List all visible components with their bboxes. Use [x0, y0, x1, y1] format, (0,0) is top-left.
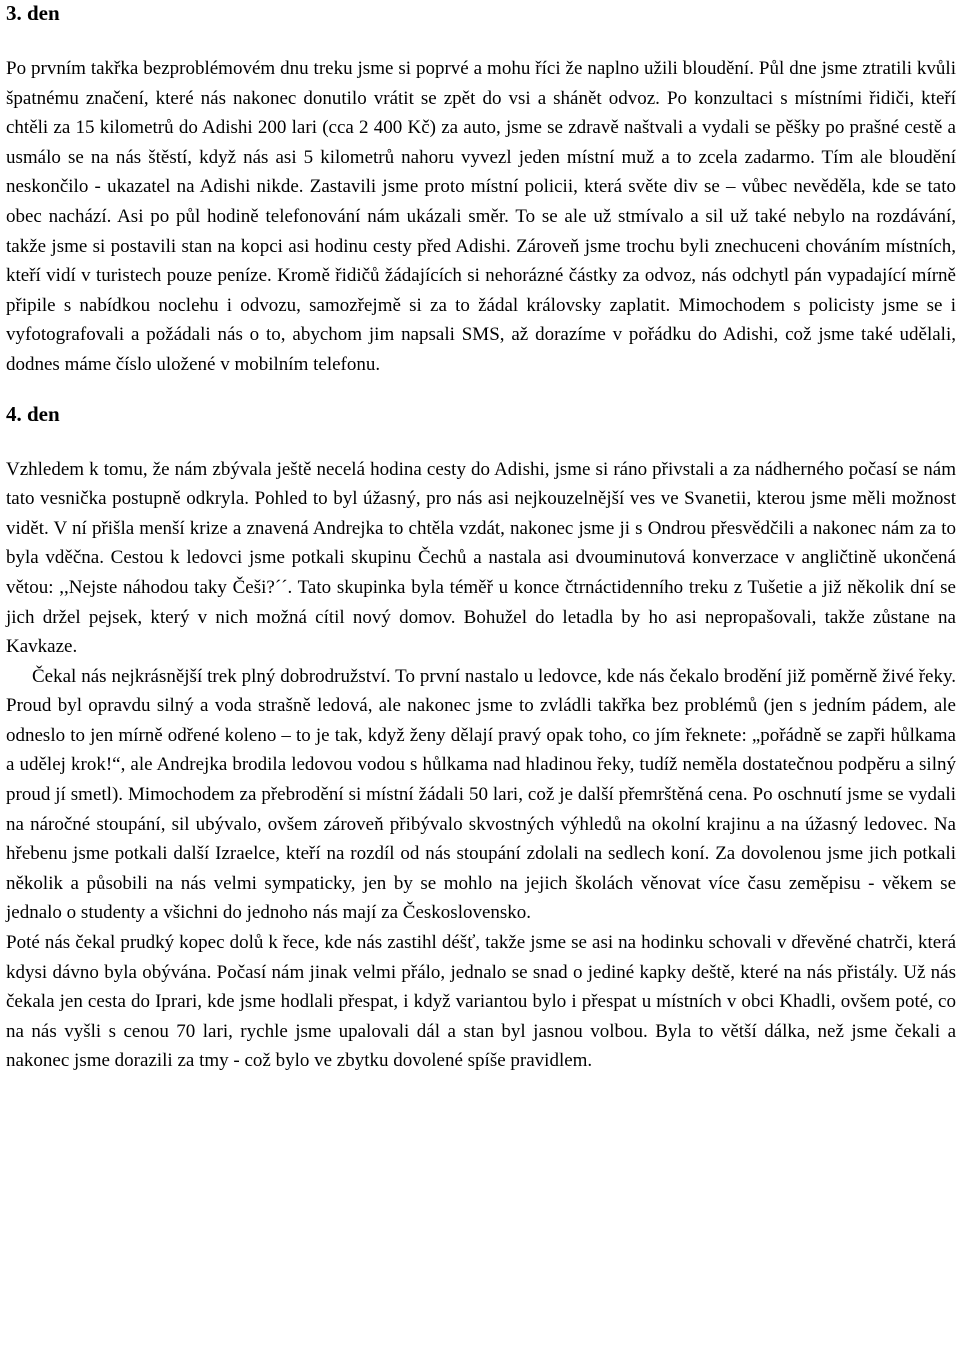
day-4-paragraph-3: Poté nás čekal prudký kopec dolů k řece, kde nás zastihl déšť, takže jsme se asi na hodinku schovali v dřevěné chatrči, která kdysi dávno byla obývána. Počasí nám jinak velmi přálo, jednalo se snad o jediné kapky deště, které na nás přistály. Už nás čekala jen cesta do Iprari, kde jsme hodlali přespat, i když variantou bylo i přespat u místních v obci Khadli, ovšem poté, co na nás vyšli s cenou 70 lari, rychle jsme upalovali dál a stan byl jasnou volbou. Byla to větší dálka, než jsme čekali a nakonec jsme dorazili za tmy - což bylo ve zbytku dovolené spíše pravidlem. [6, 932, 956, 1072]
document-page [6, 0, 956, 1076]
day-3-paragraph: Po prvním takřka bezproblémovém dnu treku jsme si poprvé a mohu říci že naplno užili bloudění. Půl dne jsme ztratili kvůli špatnému značení, které nás nakonec donutilo vrátit se zpět do vsi a shánět odvoz. Po konzultaci s místními řidiči, kteří chtěli za 15 kilometrů do Adishi 200 lari (cca 2 400 Kč) za auto, jsme se zdravě naštvali a vydali se pěšky po prašné cestě a usmálo se na nás štěstí, když nás asi 5 kilometrů nahoru vyvezl jeden místní muž a to zcela zadarmo. Tím ale bloudění neskončilo - ukazatel na Adishi nikde. Zastavili jsme proto místní policii, která světe div se – vůbec nevěděla, kde se tato obec nachází. Asi po půl hodině telefonování nám ukázali směr. To se ale už stmívalo a sil už také nebylo na rozdávání, takže jsme si postavili stan na kopci asi hodinu cesty před Adishi. Zároveň jsme trochu byli znechuceni chováním místních, kteří vidí v turistech pouze peníze. Kromě řidičů žádajících si nehorázné částky za odvoz, nás odchytl pán vypadající mírně připile s nabídkou noclehu i odvozu, samozřejmě si za to žádal královsky zaplatit. Mimochodem s policisty jsme se i vyfotografovali a požádali nás o to, abychom jim napsali SMS, až dorazíme v pořádku do Adishi, což jsme také udělali, dodnes máme číslo uložené v mobilním telefonu. [6, 58, 956, 375]
day-4-heading: 4. den [6, 401, 60, 426]
day-4-paragraph-2: Čekal nás nejkrásnější trek plný dobrodružství. To první nastalo u ledovce, kde nás čekalo brodění již poměrně živé řeky. Proud byl opravdu silný a voda strašně ledová, ale nakonec jsme to zvládli takřka bez problémů (jen s jedním pádem, ale odneslo to jen mírně odřené koleno – to je tak, když ženy dělají pravý opak toho, co jím řeknete: „pořádně se zapři hůlkama a udělej krok!“, ale Andrejka brodila ledovou vodou s hůlkama nad hladinou řeky, tudíž neměla dostatečnou podpěru a silný proud jí smetl). Mimochodem za přebrodění si místní žádali 50 lari, což je další přemrštěná cena. Po oschnutí jsme se vydali na náročné stoupání, sil ubývalo, ovšem zároveň přibývalo skvostných výhledů na okolní krajinu a na úžasný ledovec. Na hřebenu jsme potkali další Izraelce, kteří na rozdíl od nás stoupání zdolali na sedlech koní. Za dovolenou jsme jich potkali několik a působili na nás velmi sympaticky, jen by se mohlo na jejich školách věnovat více času zeměpisu - věkem se jednalo o studenty a všichni do jednoho nás mají za Československo. [6, 665, 956, 924]
day-3-heading: 3. den [6, 1, 60, 25]
day-4-paragraph-1: Vzhledem k tomu, že nám zbývala ještě necelá hodina cesty do Adishi, jsme si ráno přivstali a za nádherného počasí se nám tato vesnička postupně odkryla. Pohled to byl úžasný, pro nás asi nejkouzelnější ves ve Svanetii, kterou jsme měli možnost vidět. V ní přišla menší krize a znavená Andrejka to chtěla vzdát, nakonec jsme ji s Ondrou přesvědčili a nakonec nám za to byla vděčna. Cestou k ledovci jsme potkali skupinu Čechů a nastala asi dvouminutová konverzace v angličtině ukončená větou: ,,Nejste náhodou taky Češi?´´. Tato skupinka byla téměř u konce čtrnáctidenního treku z Tušetie a již několik dní se jich držel pejsek, který v nich možná cítil nový domov. Bohužel do letadla by ho asi nepropašovali, takže zůstane na Kavkaze. [6, 458, 956, 658]
